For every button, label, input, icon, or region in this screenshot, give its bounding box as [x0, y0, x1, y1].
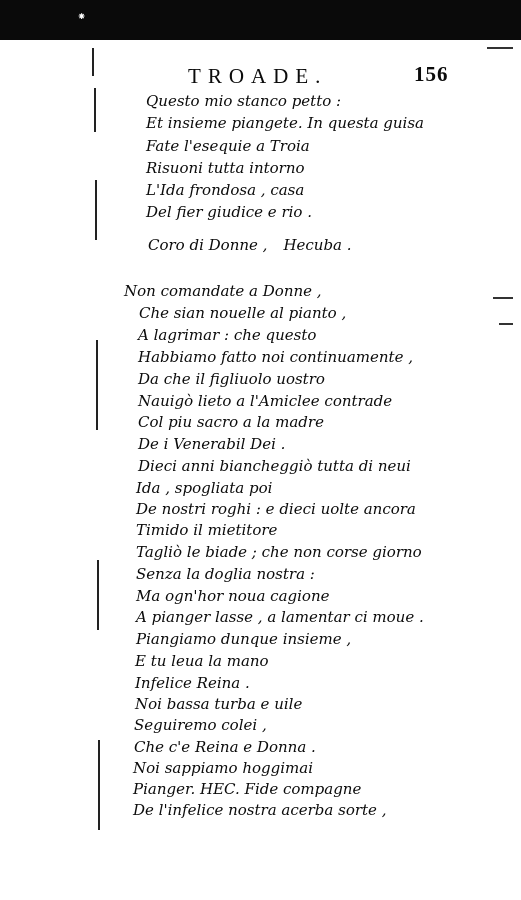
verse-line: Questo mio stanco petto :: [146, 92, 342, 110]
verse-line: Che c'e Reina e Donna .: [134, 738, 316, 756]
verse-line: Habbiamo fatto noi continuamente ,: [138, 348, 413, 366]
page-number: 156: [414, 62, 449, 86]
scan-mark-icon: ⁕: [77, 10, 87, 23]
verse-line: Ida , spogliata poi: [136, 479, 273, 497]
verse-line: Ma ogn'hor noua cagione: [136, 587, 330, 605]
gutter-mark: [97, 560, 99, 630]
margin-mark: [487, 47, 513, 49]
verse-line: A pianger lasse , a lamentar ci moue .: [136, 608, 424, 626]
margin-mark: [493, 297, 513, 299]
verse-line: Da che il figliuolo uostro: [138, 370, 325, 388]
verse-line: Et insieme piangete. In questa guisa: [146, 114, 424, 132]
verse-line: Piangiamo dunque insieme ,: [136, 630, 352, 648]
verse-line: Infelice Reina .: [135, 674, 250, 692]
running-title: TROADE.: [188, 64, 328, 88]
verse-line: De nostri roghi : e dieci uolte ancora: [136, 500, 416, 518]
gutter-mark: [94, 88, 96, 132]
verse-line: Noi bassa turba e uile: [135, 695, 303, 713]
verse-line: Risuoni tutta intorno: [146, 159, 305, 177]
margin-mark: [499, 323, 513, 325]
verse-line: A lagrimar : che questo: [138, 326, 317, 344]
verse-line: L'Ida frondosa , casa: [146, 181, 305, 199]
verse-line: Fate l'esequie a Troia: [146, 137, 310, 155]
gutter-mark: [95, 180, 97, 240]
gutter-mark: [98, 740, 100, 830]
verse-line: Che sian nouelle al pianto ,: [139, 304, 347, 322]
verse-line: Seguiremo colei ,: [134, 716, 267, 734]
speaker-hecuba: Hecuba .: [283, 236, 352, 254]
verse-line: Dieci anni biancheggiò tutta di neui: [138, 457, 411, 475]
verse-line: Tagliò le biade ; che non corse giorno: [136, 543, 422, 561]
speaker-chorus: Coro di Donne ,: [148, 236, 268, 254]
verse-line: Non comandate a Donne ,: [124, 282, 322, 300]
verse-line: Del fier giudice e rio .: [146, 203, 312, 221]
gutter-mark: [92, 48, 94, 76]
page-gutter-shadow: [0, 40, 70, 900]
verse-line: Col piu sacro a la madre: [138, 413, 324, 431]
verse-line: Senza la doglia nostra :: [136, 565, 315, 583]
verse-line: De i Venerabil Dei .: [138, 435, 286, 453]
verse-line: E tu leua la mano: [135, 652, 269, 670]
verse-line: Timido il mietitore: [136, 521, 278, 539]
scan-top-border: [0, 0, 521, 40]
scene-heading: [148, 236, 352, 254]
verse-line: De l'infelice nostra acerba sorte ,: [133, 801, 387, 819]
verse-line: Pianger. HEC. Fide compagne: [133, 780, 362, 798]
verse-line: Nauigò lieto a l'Amiclee contrade: [138, 392, 393, 410]
verse-line: Noi sappiamo hoggimai: [133, 759, 313, 777]
gutter-mark: [96, 340, 98, 430]
